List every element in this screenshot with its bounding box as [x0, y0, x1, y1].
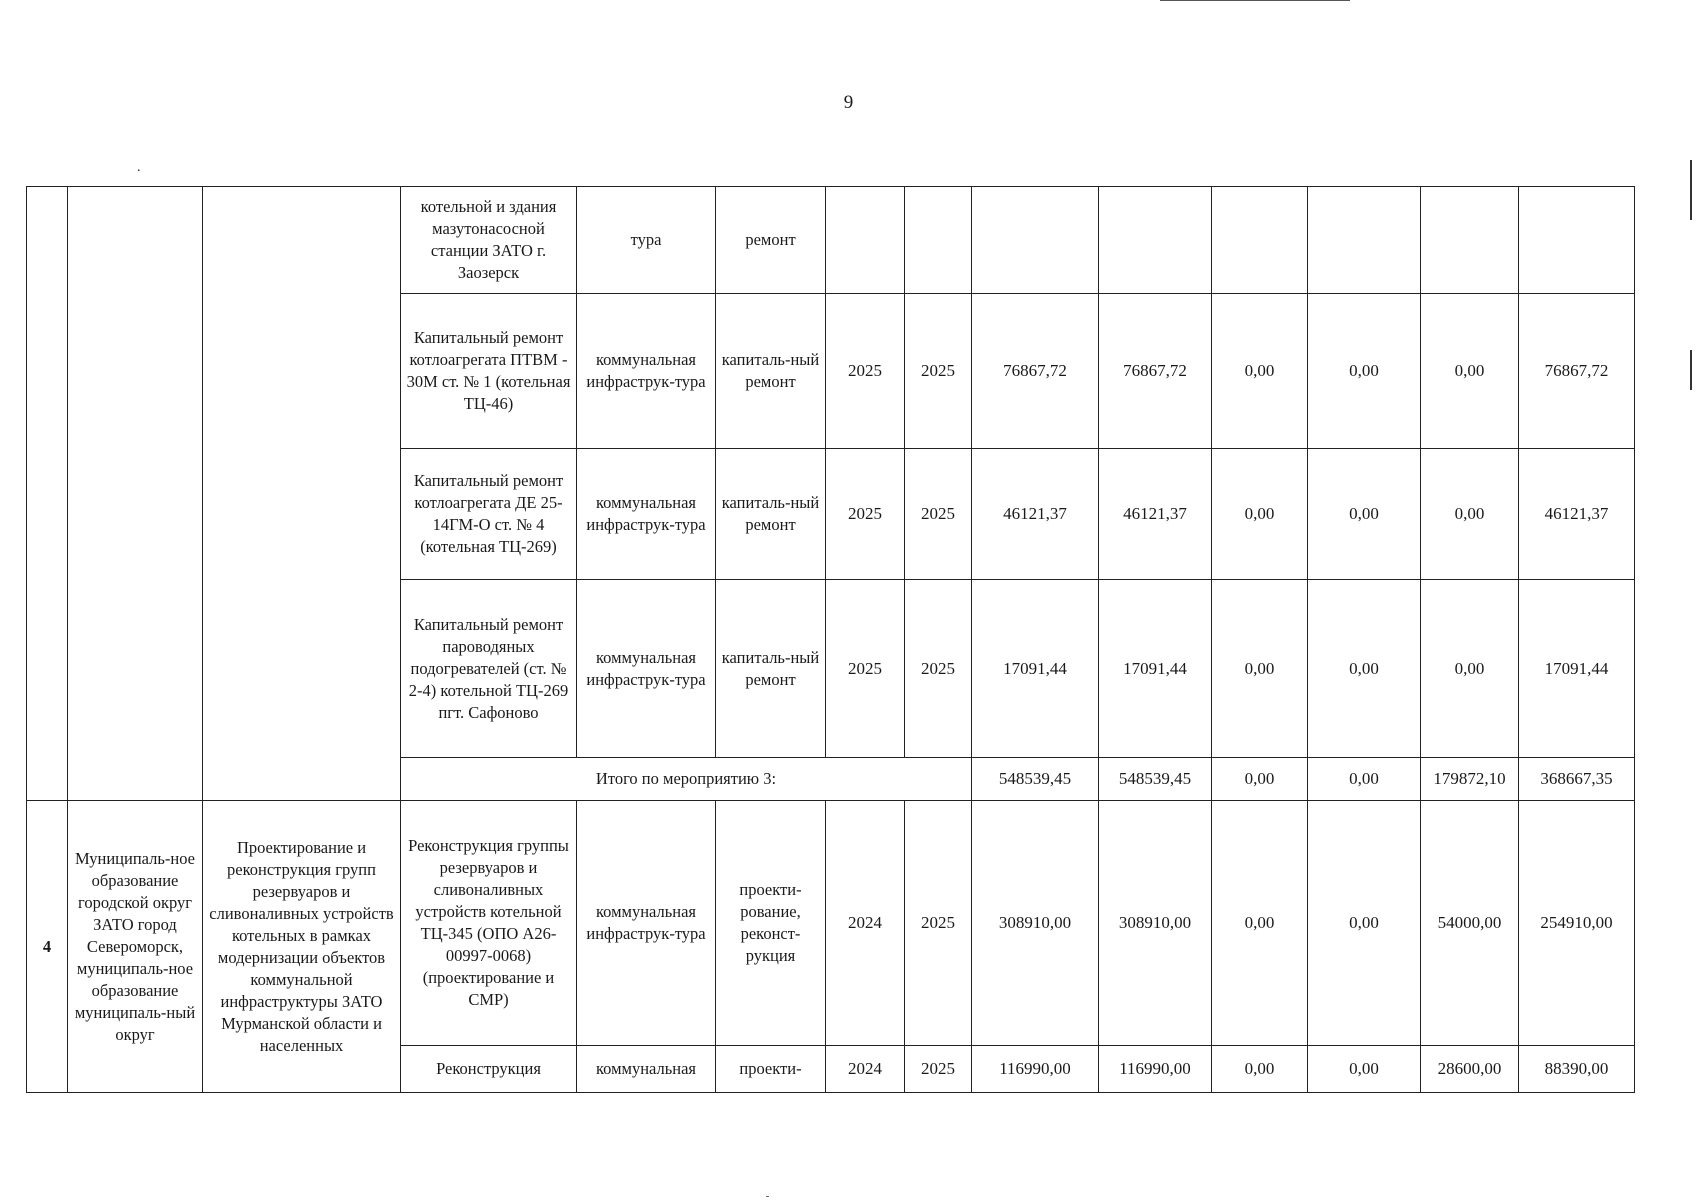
cell-col-d: 0,00 [1308, 801, 1421, 1046]
cell-start-year [826, 187, 905, 294]
cell-end-year: 2025 [905, 1046, 972, 1093]
cell-start-year: 2024 [826, 801, 905, 1046]
cell-col-d: 0,00 [1308, 580, 1421, 758]
cell-col-e: 0,00 [1421, 580, 1519, 758]
cell-col-f: 254910,00 [1519, 801, 1635, 1046]
cell-total: 76867,72 [972, 294, 1099, 449]
cell-work-type: капиталь-ный ремонт [716, 580, 826, 758]
cell-col-b: 116990,00 [1099, 1046, 1212, 1093]
table-row [27, 187, 1635, 294]
cell-col-b: 17091,44 [1099, 580, 1212, 758]
cell-col-d [1308, 187, 1421, 294]
cell-sphere: коммунальная инфраструк-тура [577, 801, 716, 1046]
cell-event: Проектирование и реконструкция групп резервуаров и сливоналивных устройств котельных в рамках модернизации объектов коммунальной инфраструктуры ЗАТО Мурманской области и населенных [203, 801, 401, 1093]
cell-object: Реконструкция группы резервуаров и сливоналивных устройств котельной ТЦ-345 (ОПО А26-00997-0068) (проектирование и СМР) [401, 801, 577, 1046]
cell-object: Капитальный ремонт котлоагрегата ДЕ 25-14ГМ-О ст. № 4 (котельная ТЦ-269) [401, 449, 577, 580]
cell-start-year: 2025 [826, 580, 905, 758]
cell-end-year: 2025 [905, 449, 972, 580]
cell-object: Капитальный ремонт пароводяных подогревателей (ст. № 2-4) котельной ТЦ-269 пгт. Сафоново [401, 580, 577, 758]
cell-sphere: коммунальная инфраструк-тура [577, 449, 716, 580]
cell-event [203, 187, 401, 801]
cell-end-year: 2025 [905, 801, 972, 1046]
edge-mark [1690, 160, 1692, 220]
cell-total: 17091,44 [972, 580, 1099, 758]
cell-sphere: тура [577, 187, 716, 294]
edge-mark [766, 1196, 769, 1197]
cell-col-c: 0,00 [1212, 580, 1308, 758]
cell-work-type: капиталь-ный ремонт [716, 294, 826, 449]
cell-col-b: 548539,45 [1099, 758, 1212, 801]
cell-object: Капитальный ремонт котлоагрегата ПТВМ - 30М ст. № 1 (котельная ТЦ-46) [401, 294, 577, 449]
cell-col-c: 0,00 [1212, 758, 1308, 801]
cell-row-number [27, 187, 68, 801]
cell-col-c: 0,00 [1212, 1046, 1308, 1093]
cell-sphere: коммунальная инфраструк-тура [577, 580, 716, 758]
cell-col-c: 0,00 [1212, 294, 1308, 449]
cell-total: 548539,45 [972, 758, 1099, 801]
cell-object: котельной и здания мазутонасосной станции ЗАТО г. Заозерск [401, 187, 577, 294]
cell-work-type: проекти-рование, реконст-рукция [716, 801, 826, 1046]
cell-col-c: 0,00 [1212, 449, 1308, 580]
cell-work-type: проекти- [716, 1046, 826, 1093]
cell-col-d: 0,00 [1308, 449, 1421, 580]
cell-work-type: ремонт [716, 187, 826, 294]
cell-col-e: 28600,00 [1421, 1046, 1519, 1093]
page-number: 9 [843, 92, 854, 113]
cell-col-f: 17091,44 [1519, 580, 1635, 758]
cell-col-c [1212, 187, 1308, 294]
stray-dot: . [137, 160, 141, 175]
cell-col-e: 0,00 [1421, 449, 1519, 580]
cell-sphere: коммунальная [577, 1046, 716, 1093]
table-row [27, 801, 1635, 1046]
cell-start-year: 2025 [826, 294, 905, 449]
cell-col-b: 76867,72 [1099, 294, 1212, 449]
cell-col-f: 88390,00 [1519, 1046, 1635, 1093]
cell-municipality: Муниципаль-ное образование городской округ ЗАТО город Североморск, муниципаль-ное образование муниципаль-ный округ [68, 801, 203, 1093]
cell-row-number: 4 [27, 801, 68, 1093]
cell-start-year: 2024 [826, 1046, 905, 1093]
top-rule [1160, 0, 1350, 1]
cell-col-e: 54000,00 [1421, 801, 1519, 1046]
cell-col-c: 0,00 [1212, 801, 1308, 1046]
cell-col-f: 76867,72 [1519, 294, 1635, 449]
cell-col-f: 46121,37 [1519, 449, 1635, 580]
cell-col-e [1421, 187, 1519, 294]
cell-col-f: 368667,35 [1519, 758, 1635, 801]
cell-end-year: 2025 [905, 580, 972, 758]
program-table [26, 186, 1635, 1093]
cell-col-e: 179872,10 [1421, 758, 1519, 801]
cell-total: 308910,00 [972, 801, 1099, 1046]
cell-end-year: 2025 [905, 294, 972, 449]
cell-municipality [68, 187, 203, 801]
cell-col-d: 0,00 [1308, 758, 1421, 801]
cell-col-d: 0,00 [1308, 294, 1421, 449]
cell-col-e: 0,00 [1421, 294, 1519, 449]
cell-col-b: 46121,37 [1099, 449, 1212, 580]
cell-total: 46121,37 [972, 449, 1099, 580]
cell-sphere: коммунальная инфраструк-тура [577, 294, 716, 449]
cell-total: 116990,00 [972, 1046, 1099, 1093]
cell-col-b: 308910,00 [1099, 801, 1212, 1046]
cell-col-d: 0,00 [1308, 1046, 1421, 1093]
cell-col-b [1099, 187, 1212, 294]
cell-col-f [1519, 187, 1635, 294]
cell-work-type: капиталь-ный ремонт [716, 449, 826, 580]
edge-mark [1690, 350, 1692, 390]
cell-total [972, 187, 1099, 294]
cell-start-year: 2025 [826, 449, 905, 580]
subtotal-label: Итого по мероприятию 3: [401, 758, 972, 801]
cell-end-year [905, 187, 972, 294]
cell-object: Реконструкция [401, 1046, 577, 1093]
